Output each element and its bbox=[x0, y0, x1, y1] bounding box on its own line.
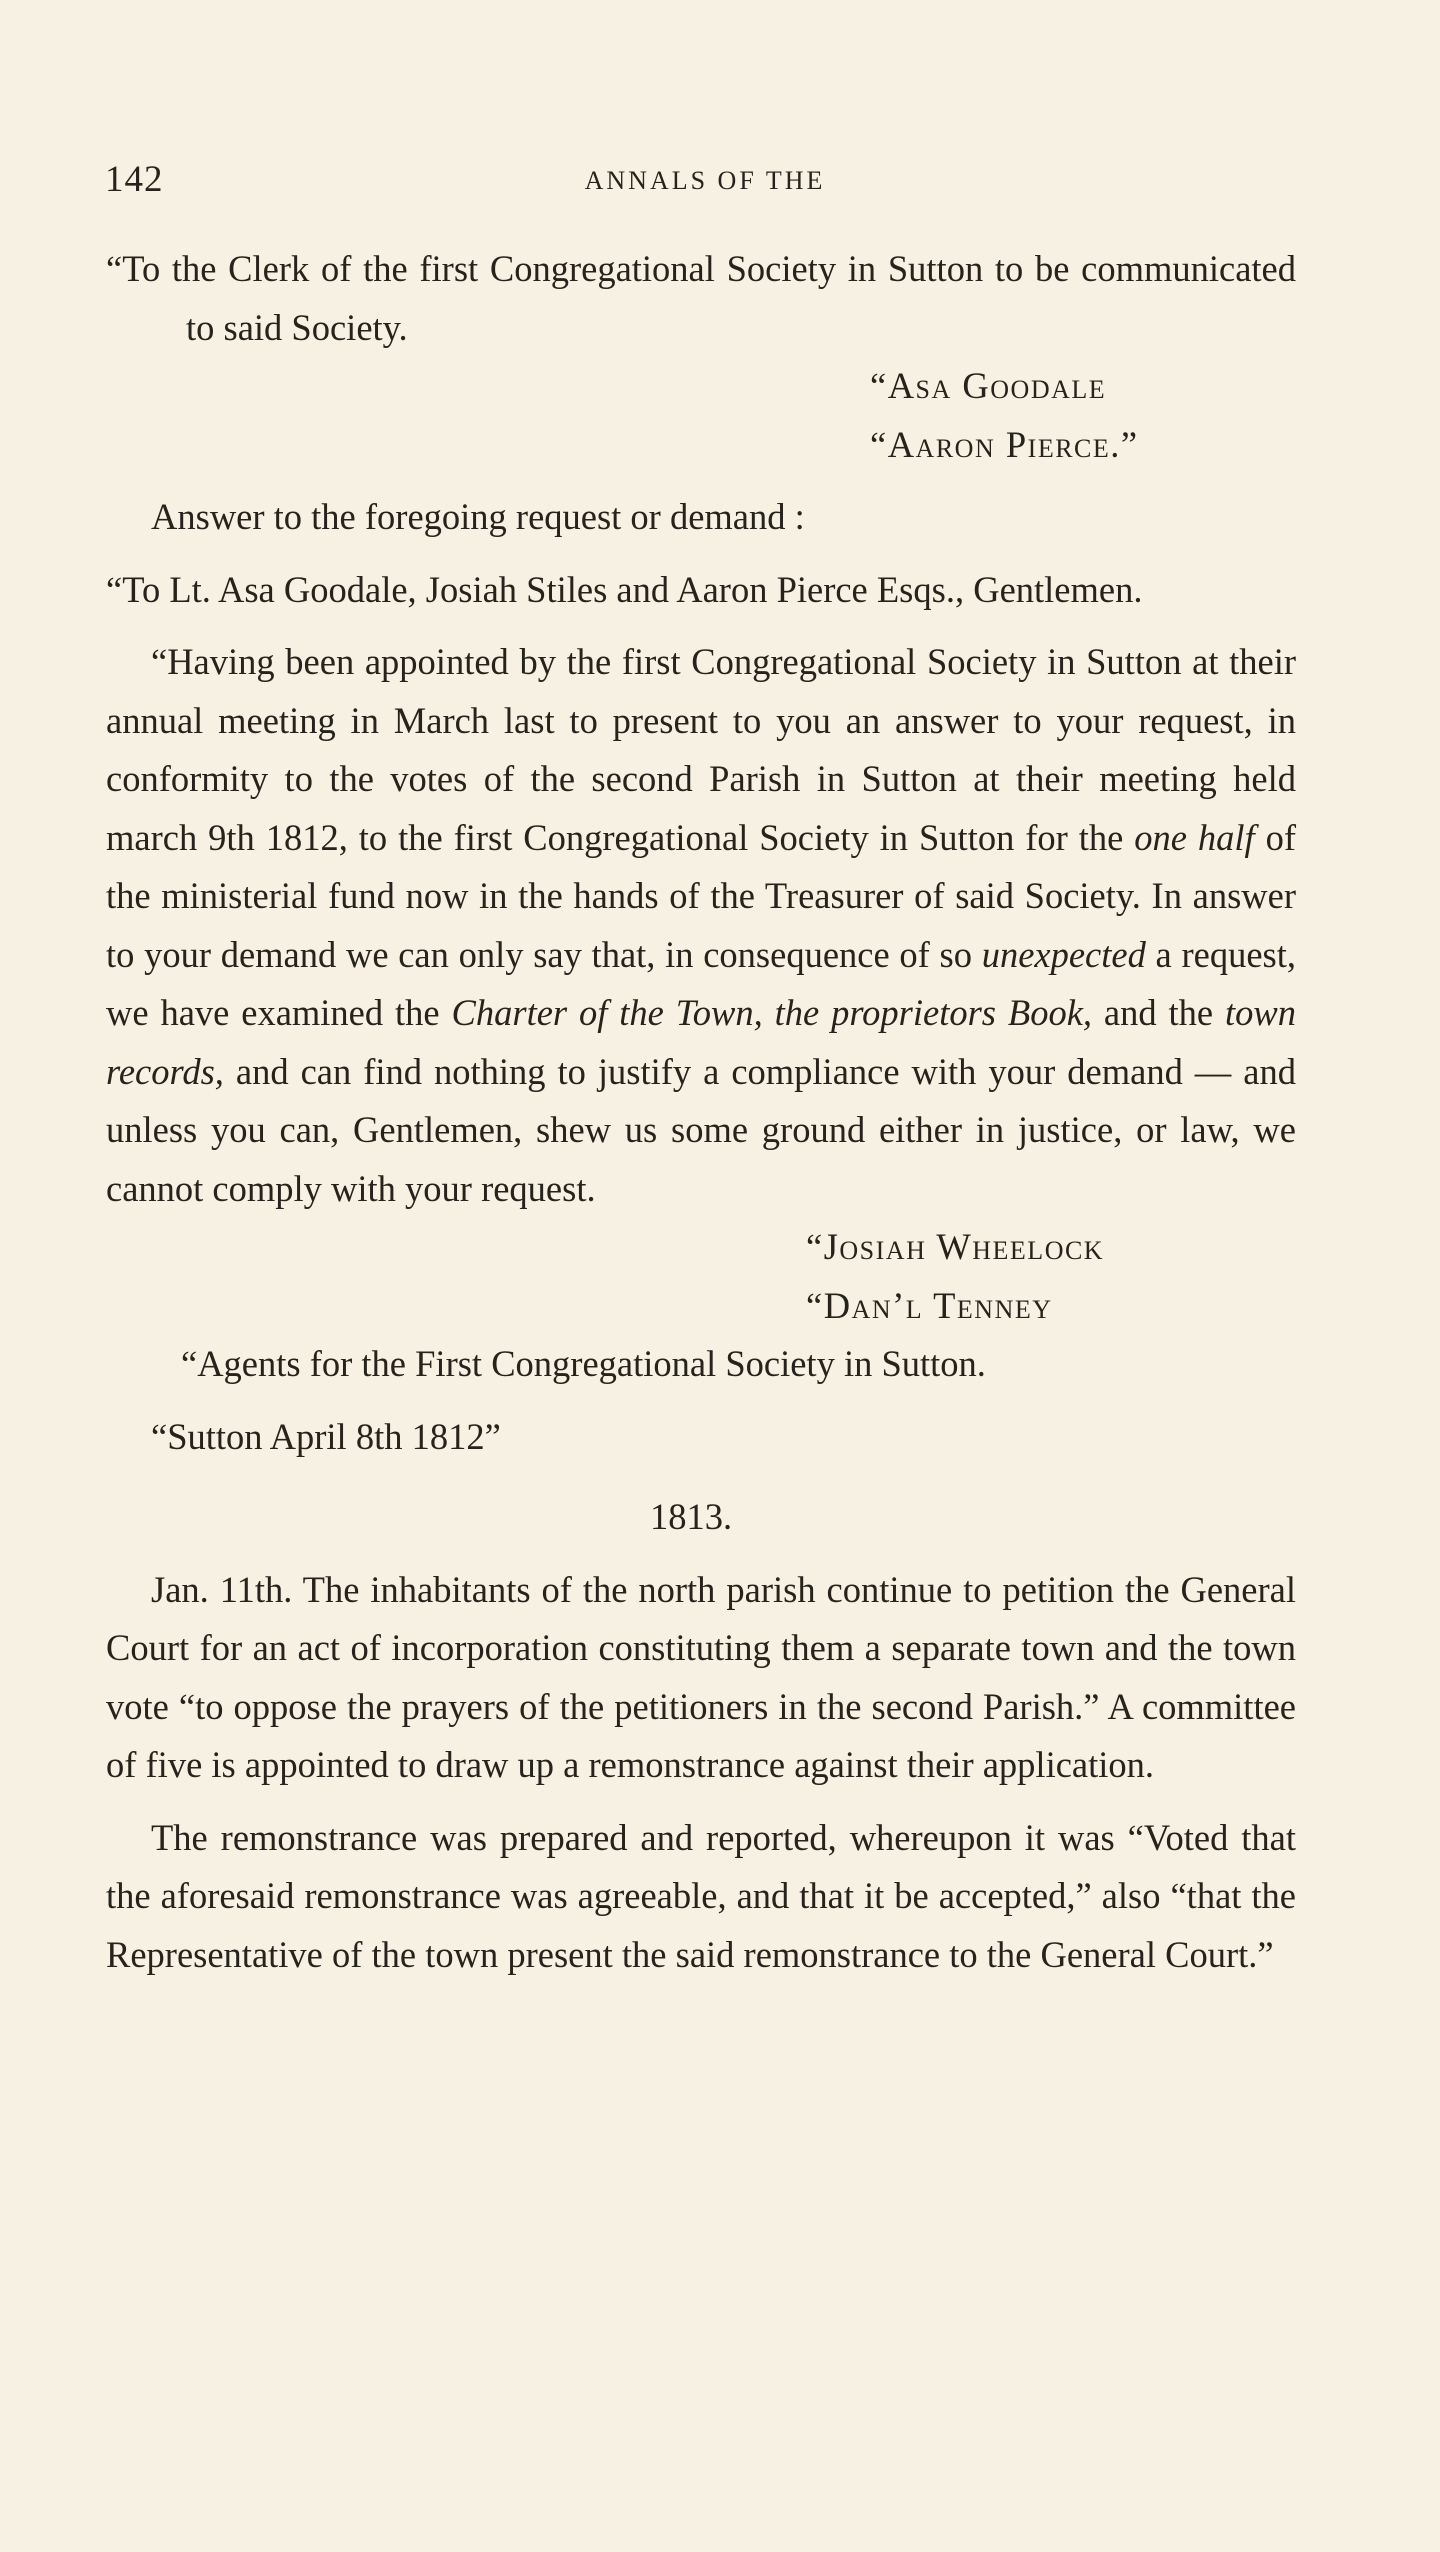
agents-line: “Agents for the First Congregational Society in Sutton. bbox=[181, 1343, 986, 1384]
letter-text-4: and the bbox=[1092, 992, 1226, 1033]
year-heading: 1813. bbox=[649, 1496, 733, 1537]
page-header bbox=[0, 158, 1440, 208]
letter-date: “Sutton April 8th 1812” bbox=[151, 1415, 501, 1457]
page-number: 142 bbox=[105, 159, 164, 200]
letter-signer-1: “Josiah Wheelock bbox=[806, 1226, 1105, 1267]
letter-emphasis-2: unexpected bbox=[981, 933, 1146, 975]
answer-intro: Answer to the foregoing request or demand : bbox=[151, 496, 805, 537]
entry-paragraph-2: The remonstrance was prepared and reported, whereupon it was “Voted that the aforesaid remonstrance was agreeable, and that it be accepted,” also “that the Representative of the town present the said remonstrance to the General Court.” bbox=[106, 1816, 1296, 1975]
letter-text-3: a request, we have examined the bbox=[106, 933, 1296, 1033]
request-address: “To the Clerk of the first Congregational Society in Sutton to be communicated to said Society. bbox=[106, 248, 1296, 348]
running-title: ANNALS OF THE bbox=[584, 166, 826, 195]
letter-text-2: of the ministerial fund now in the hands of the Treasurer of said Society. In answer to your demand we can only say that, in consequence of so bbox=[106, 816, 1297, 975]
letter-emphasis-4: town records, bbox=[106, 992, 1297, 1092]
entry-paragraph-1: Jan. 11th. The inhabitants of the north parish continue to petition the General Court for an act of incorporation constituting them a separate town and the town vote “to oppose the prayers of the petitioners in the second Parish.” A committee of five is appointed to draw up a remonstrance against their application. bbox=[106, 1568, 1296, 1785]
letter-emphasis-3: Charter of the Town, the proprietors Book, bbox=[451, 992, 1093, 1033]
page-body bbox=[106, 240, 1296, 1984]
letter-text-5: and can find nothing to justify a compliance with your demand — and unless you can, Gentlemen, shew us some ground either in justice, or law, we cannot comply with your request. bbox=[106, 1050, 1296, 1209]
letter-paragraph bbox=[106, 633, 1296, 1218]
letter-text-1: “Having been appointed by the first Congregational Society in Sutton at their annual meeting in March last to present to you an answer to your request, in conformity to the votes of the second Parish in Sutton at their meeting held march 9th 1812, to the first Congregational Society in Sutton for the bbox=[106, 641, 1296, 858]
request-signer-2: “Aaron Pierce.” bbox=[870, 423, 1139, 465]
letter-signer-2: “Dan’l Tenney bbox=[806, 1284, 1053, 1326]
letter-salutation: “To Lt. Asa Goodale, Josiah Stiles and Aaron Pierce Esqs., Gentlemen. bbox=[106, 568, 1143, 610]
letter-emphasis-1: one half bbox=[1134, 816, 1255, 858]
request-signer-1: “Asa Goodale bbox=[870, 365, 1107, 406]
